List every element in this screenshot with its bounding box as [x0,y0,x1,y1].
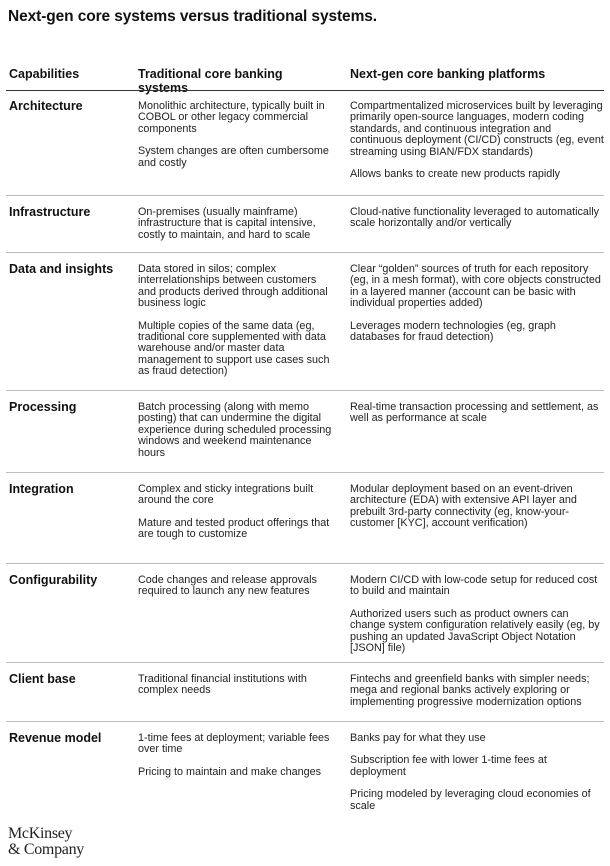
row-divider [6,563,604,564]
row-traditional-cell [138,402,333,459]
traditional-text: Code changes and release approvals required to launch any new features [138,574,317,598]
traditional-text: Batch processing (along with memo posting) that can undermine the digital experience during scheduled processing windows and weekend maintenance hours [138,401,332,459]
row-capability: Client base [9,672,76,686]
traditional-text: 1-time fees at deployment; variable fees over time [138,732,330,756]
nextgen-text: Leverages modern technologies (eg, graph databases for fraud detection) [350,319,556,344]
row-divider [6,721,604,722]
row-traditional-cell [138,484,333,541]
row-capability: Integration [9,482,74,496]
traditional-text: Multiple copies of the same data (eg, traditional core supplemented with data warehouse and/or master data management to support use cases such as fraud detection) [138,319,330,378]
row-nextgen-cell [350,207,605,230]
row-divider [6,195,604,196]
nextgen-text: Real-time transaction processing and settlement, as well as performance at scale [350,401,599,425]
traditional-text: Monolithic architecture, typically built in COBOL or other legacy commercial components [138,100,325,135]
row-capability: Infrastructure [9,205,91,219]
nextgen-text: Fintechs and greenfield banks with simpler needs; mega and regional banks actively exploring or implementing progressive modernization options [350,673,590,708]
nextgen-text: Modern CI/CD with low-code setup for reduced cost to build and maintain [350,574,598,598]
nextgen-text: Modular deployment based on an event-driven architecture (EDA) with extensive API layer and prebuilt 3rd-party connectivity (eg, know-your-customer [KYC], account verification) [350,483,577,530]
traditional-text: Data stored in silos; complex interrelationships between customers and products derived through additional business logic [138,263,328,310]
header-nextgen: Next-gen core banking platforms [350,67,546,81]
row-nextgen-cell [350,733,605,812]
row-nextgen-cell [350,484,605,530]
nextgen-text: Subscription fee with lower 1-time fees at deployment [350,754,547,778]
row-nextgen-cell [350,101,605,180]
traditional-text: System changes are often cumbersome and costly [138,145,329,169]
logo-line-1: McKinsey [8,825,73,842]
row-nextgen-cell [350,674,605,708]
row-capability: Revenue model [9,731,102,745]
row-divider [6,252,604,253]
nextgen-text: Pricing modeled by leveraging cloud economies of scale [350,788,591,812]
row-capability: Data and insights [9,262,114,276]
header-divider [6,90,604,91]
row-capability: Configurability [9,573,98,587]
row-capability: Processing [9,400,77,414]
row-divider [6,472,604,473]
logo-line-2: & Company [8,841,84,858]
page-title: Next-gen core systems versus traditional systems. [8,8,377,25]
row-nextgen-cell [350,264,605,343]
traditional-text: Complex and sticky integrations built around the core [138,483,314,507]
row-traditional-cell [138,207,333,241]
row-capability: Architecture [9,99,83,113]
mckinsey-logo [8,826,84,858]
traditional-text: Traditional financial institutions with complex needs [138,673,307,697]
row-nextgen-cell [350,402,605,425]
row-divider [6,662,604,663]
row-traditional-cell [138,264,333,378]
row-traditional-cell [138,575,333,598]
row-divider [6,390,604,391]
nextgen-text: Allows banks to create new products rapidly [350,168,561,181]
nextgen-text: Authorized users such as product owners can change system configuration relatively easily (eg, by pushing an updated JavaScript Object Notation [JSON] file) [350,607,600,655]
row-nextgen-cell [350,575,605,654]
row-traditional-cell [138,674,333,697]
traditional-text: Pricing to maintain and make changes [138,765,322,778]
nextgen-text: Cloud-native functionality leveraged to automatically scale horizontally and/or vertically [350,206,600,230]
header-traditional: Traditional core banking systems [138,67,283,95]
nextgen-text: Compartmentalized microservices built by leveraging primarily open-source languages, modern coding standards, and continuous integration and continuous deployment (CI/CD) constructs (eg, event streaming using BIAN/FDX standards) [350,100,604,158]
traditional-text: On-premises (usually mainframe) infrastructure that is capital intensive, costly to maintain, and hard to scale [138,206,316,241]
traditional-text: Mature and tested product offerings that are tough to customize [138,516,330,541]
row-traditional-cell [138,101,333,169]
nextgen-text: Banks pay for what they use [350,732,486,744]
nextgen-text: Clear “golden” sources of truth for each repository (eg, in a mesh format), with core objects constructed in a layered manner (account can be basic with individual properties added) [350,263,601,310]
header-capabilities: Capabilities [9,67,80,81]
row-traditional-cell [138,733,333,778]
